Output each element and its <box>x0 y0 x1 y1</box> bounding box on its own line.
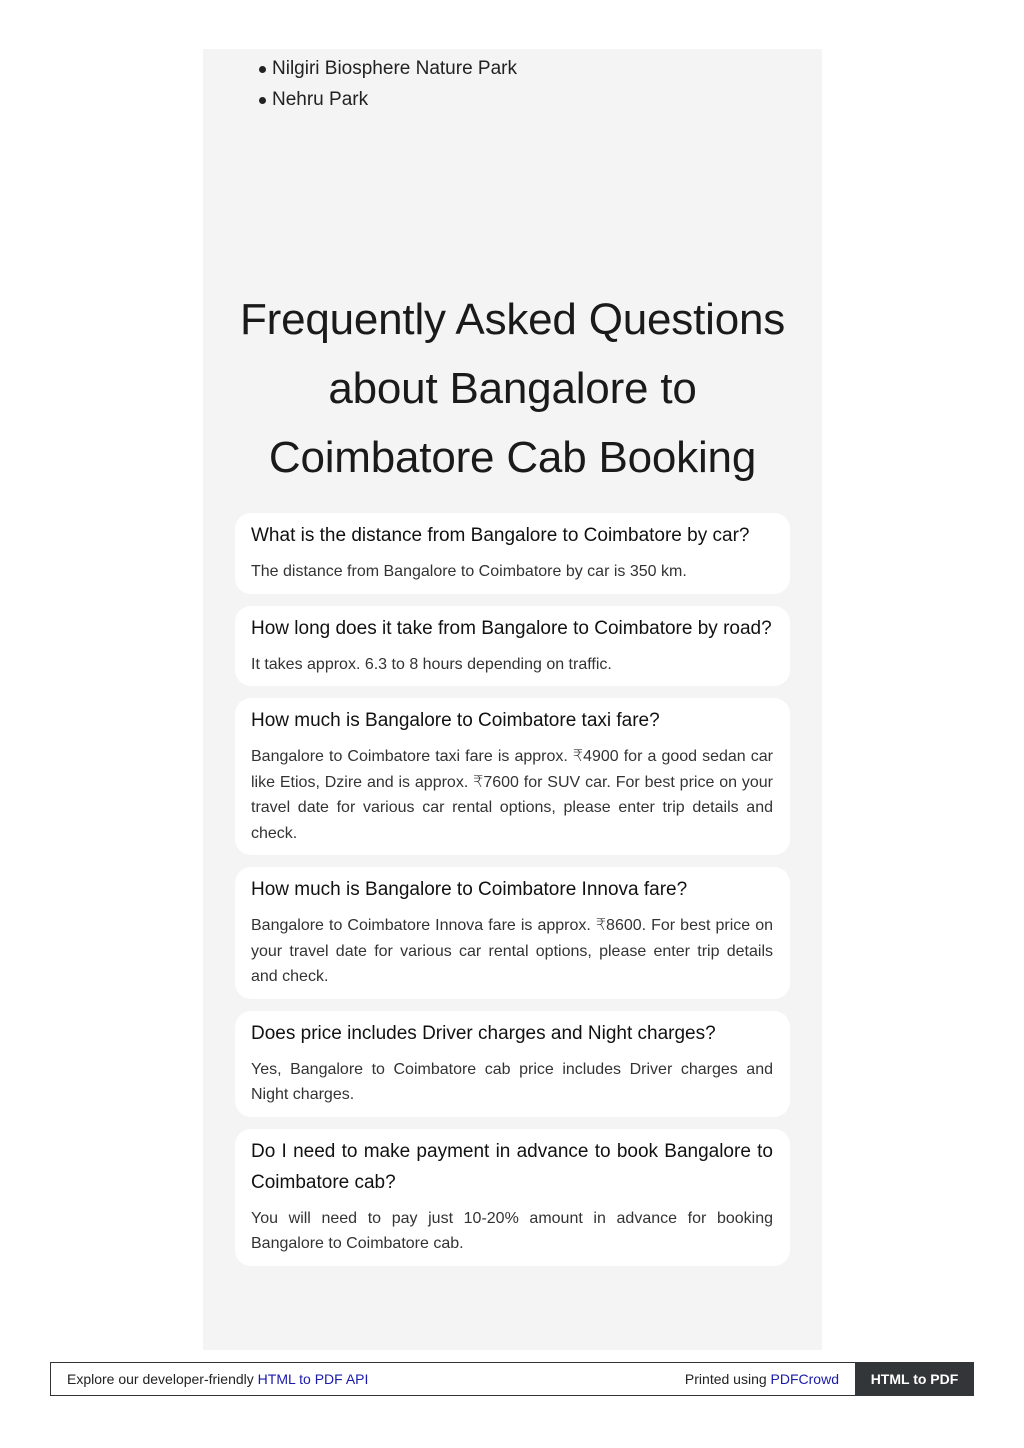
faq-answer: It takes approx. 6.3 to 8 hours depending on traffic. <box>251 655 612 673</box>
faq-answer: Yes, Bangalore to Coimbatore cab price includes Driver charges and Night charges. <box>251 1060 773 1103</box>
footer-explore <box>67 1363 368 1395</box>
content-panel <box>203 49 822 1350</box>
faq-item <box>235 606 790 687</box>
list-item-label: Nilgiri Biosphere Nature Park <box>272 58 517 79</box>
footer-explore-text: Explore our developer-friendly <box>67 1371 258 1387</box>
attractions-list <box>258 53 517 115</box>
faq-answer: Bangalore to Coimbatore taxi fare is approx. ₹4900 for a good sedan car like Etios, Dzire and is approx. ₹7600 for SUV car. For best price on your travel date for various car rental options, please enter trip details and check. <box>251 748 773 842</box>
faq-item <box>235 513 790 594</box>
faq-list <box>235 513 790 1278</box>
faq-item <box>235 698 790 855</box>
faq-question: What is the distance from Bangalore to Coimbatore by car? <box>251 525 750 546</box>
list-item <box>258 84 517 115</box>
faq-answer: The distance from Bangalore to Coimbatore by car is 350 km. <box>251 563 687 580</box>
faq-question: How long does it take from Bangalore to Coimbatore by road? <box>251 617 772 639</box>
faq-answer: You will need to pay just 10-20% amount in advance for booking Bangalore to Coimbatore cab. <box>251 1209 773 1252</box>
faq-question: How much is Bangalore to Coimbatore Innova fare? <box>251 879 688 900</box>
pdfcrowd-link[interactable]: PDFCrowd <box>770 1371 839 1387</box>
faq-answer: Bangalore to Coimbatore Innova fare is approx. ₹8600. For best price on your travel date for various car rental options, please enter trip details and check. <box>251 917 773 985</box>
faq-item <box>235 1129 790 1266</box>
faq-heading: Frequently Asked Questions about Bangalore to Coimbatore Cab Booking <box>239 295 786 482</box>
bullet-icon <box>259 66 266 73</box>
faq-item <box>235 1011 790 1117</box>
footer-printed-text: Printed using <box>684 1371 771 1387</box>
bullet-icon <box>259 97 266 104</box>
html-to-pdf-badge[interactable]: HTML to PDF <box>855 1362 974 1396</box>
pdfcrowd-footer <box>50 1362 974 1396</box>
faq-item <box>235 867 790 999</box>
faq-question: How much is Bangalore to Coimbatore taxi fare? <box>251 710 660 731</box>
html-to-pdf-api-link[interactable]: HTML to PDF API <box>257 1371 369 1387</box>
faq-question: Does price includes Driver charges and Night charges? <box>251 1022 716 1044</box>
list-item-label: Nehru Park <box>272 89 369 110</box>
faq-question: Do I need to make payment in advance to book Bangalore to Coimbatore cab? <box>251 1140 773 1193</box>
list-item <box>258 53 517 84</box>
footer-printed <box>685 1363 839 1395</box>
